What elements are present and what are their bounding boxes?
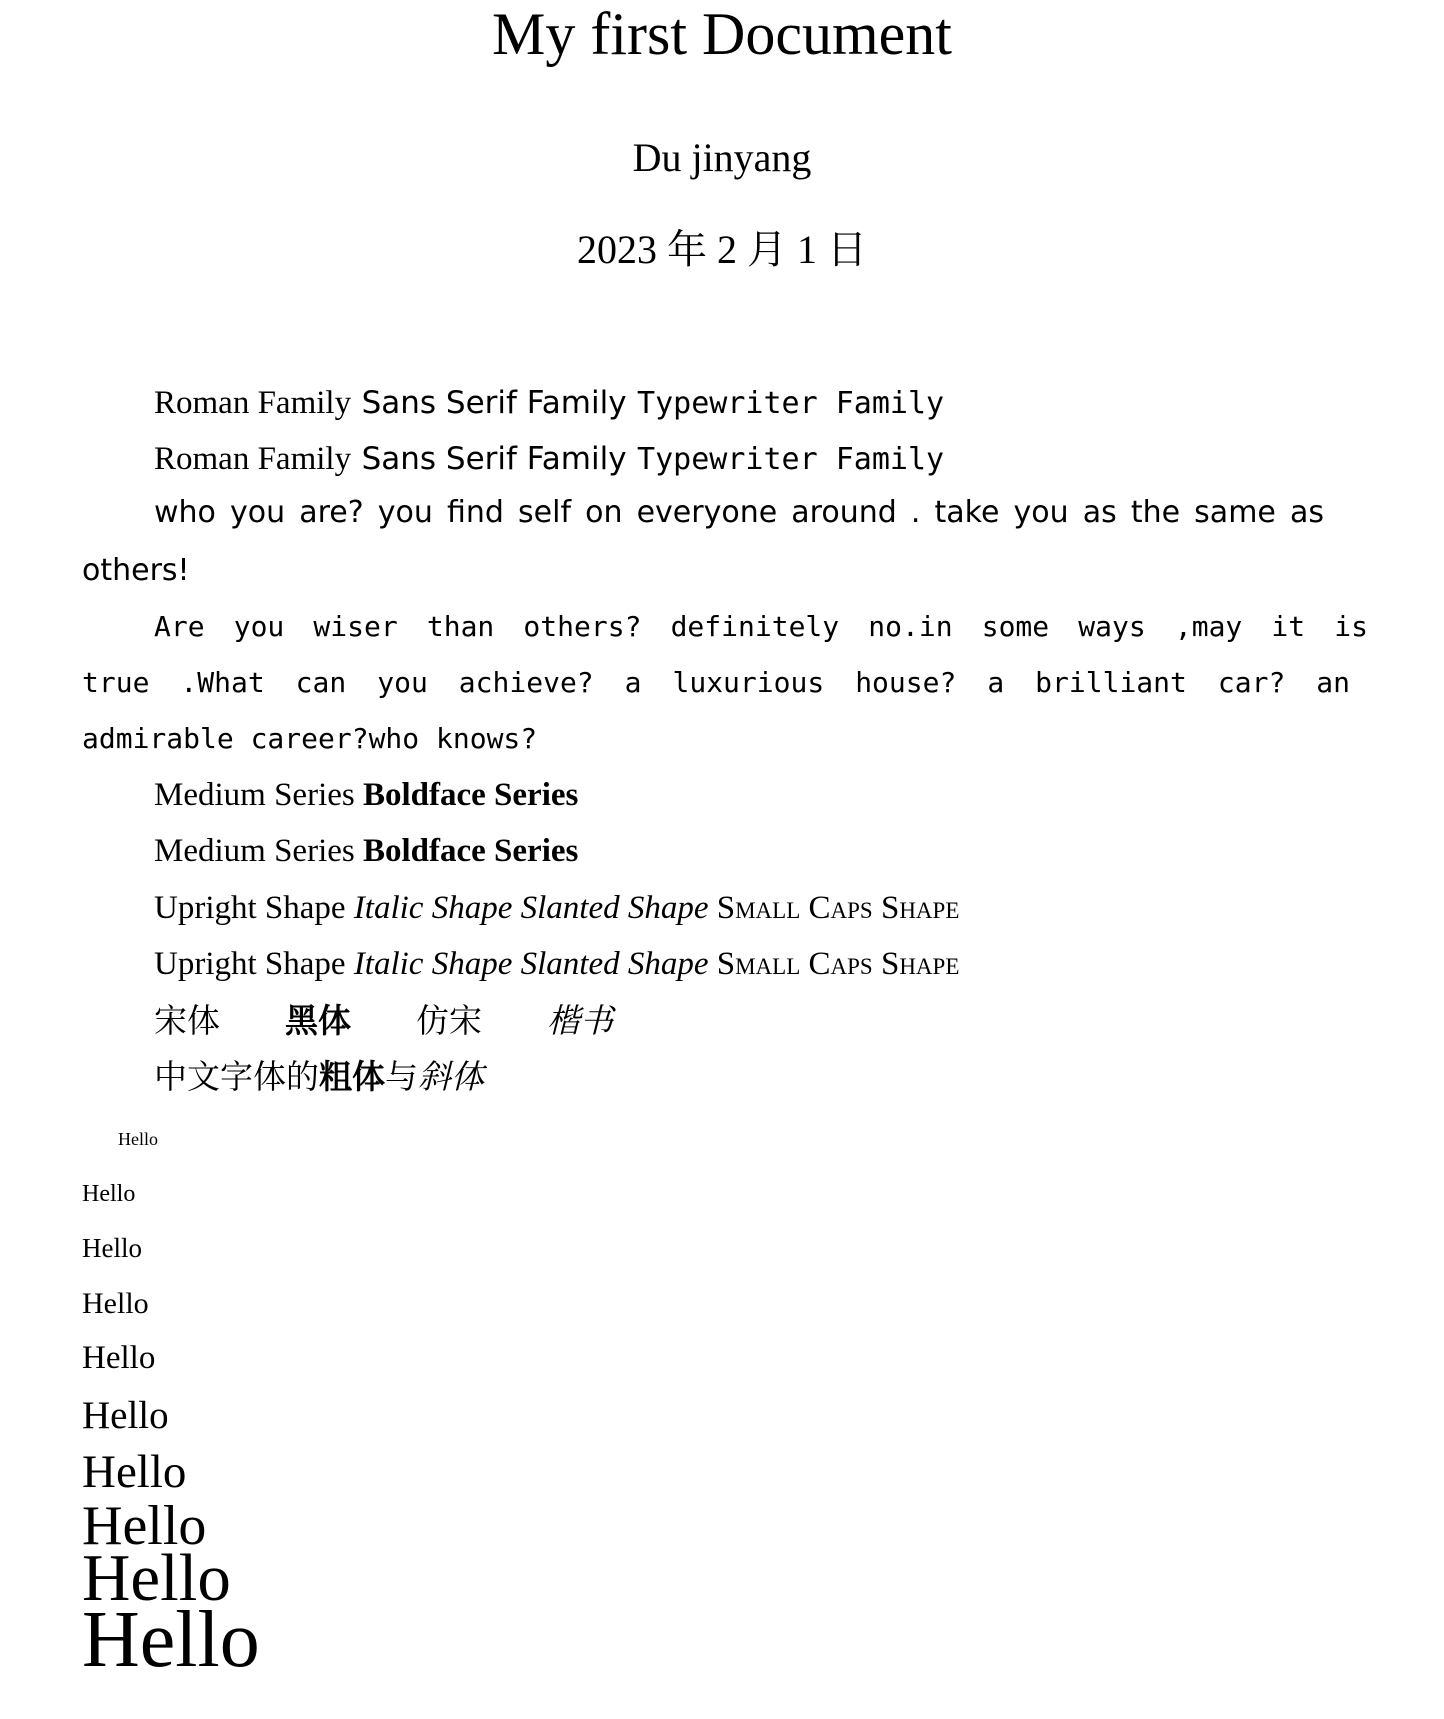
typewriter-paragraph-line-3: admirable career?who knows? [82,722,538,755]
hello-LARGE: Hello [82,1495,207,1557]
small-caps-shape-text: Small Caps Shape [716,946,960,982]
hello-Huge: Hello [82,1596,260,1684]
chinese-bold-text: 粗体 [319,1057,385,1096]
small-caps-shape-text: Small Caps Shape [716,890,960,926]
sans-paragraph-line-2: others! [82,553,190,588]
slanted-shape-text: Slanted Shape [520,890,709,926]
shape-line-1 [154,892,959,925]
upright-shape-text: Upright Shape [154,890,346,926]
hello-large: Hello [82,1394,169,1437]
kaishu-text: 楷书 [547,1001,613,1040]
chinese-normal-text: 中文字体的 [154,1057,319,1096]
fangsong-text: 仿宋 [416,1001,482,1040]
chinese-style-line [154,1057,484,1096]
italic-shape-text: Italic Shape [353,890,513,926]
medium-series-text: Medium Series [154,777,355,813]
document-date: 2023 年 2 月 1 日 [577,227,867,272]
hello-normalsize: Hello [82,1340,156,1376]
typewriter-paragraph-line-1: Are you wiser than others? definitely no.in some ways ,may it is [154,610,1368,643]
series-line-2 [154,835,578,868]
typewriter-family-text: Typewriter Family [637,386,945,421]
upright-shape-text: Upright Shape [154,946,346,982]
hello-footnotesize: Hello [82,1233,142,1263]
hello-huge: Hello [82,1541,231,1615]
hello-small: Hello [82,1287,149,1320]
italic-shape-text: Italic Shape [353,946,513,982]
boldface-series-text: Boldface Series [362,777,579,813]
heiti-text: 黑体 [285,1001,351,1040]
roman-family-text: Roman Family [154,385,352,421]
typewriter-family-text: Typewriter Family [637,442,945,477]
document-author: Du jinyang [632,135,812,180]
sans-family-text: Sans Serif Family [361,385,627,421]
chinese-italic-text: 斜体 [418,1057,484,1096]
series-line-1 [154,779,578,812]
font-family-line-2 [154,441,944,476]
sans-family-text: Sans Serif Family [361,441,627,477]
songti-text: 宋体 [154,1001,220,1040]
medium-series-text: Medium Series [154,833,355,869]
slanted-shape-text: Slanted Shape [520,946,709,982]
shape-line-2 [154,948,959,981]
chinese-connector-text: 与 [385,1057,418,1096]
sans-paragraph-line-1: who you are? you find self on everyone around . take you as the same as [154,495,1324,530]
hello-scriptsize: Hello [82,1181,136,1207]
hello-tiny: Hello [118,1129,158,1149]
font-family-line-1 [154,385,944,420]
boldface-series-text: Boldface Series [362,833,579,869]
hello-Large: Hello [82,1446,187,1498]
chinese-fonts-line [154,1001,613,1040]
typewriter-paragraph-line-2: true .What can you achieve? a luxurious house? a brilliant car? an [82,666,1350,699]
document-title: My first Document [492,1,952,67]
roman-family-text: Roman Family [154,441,352,477]
